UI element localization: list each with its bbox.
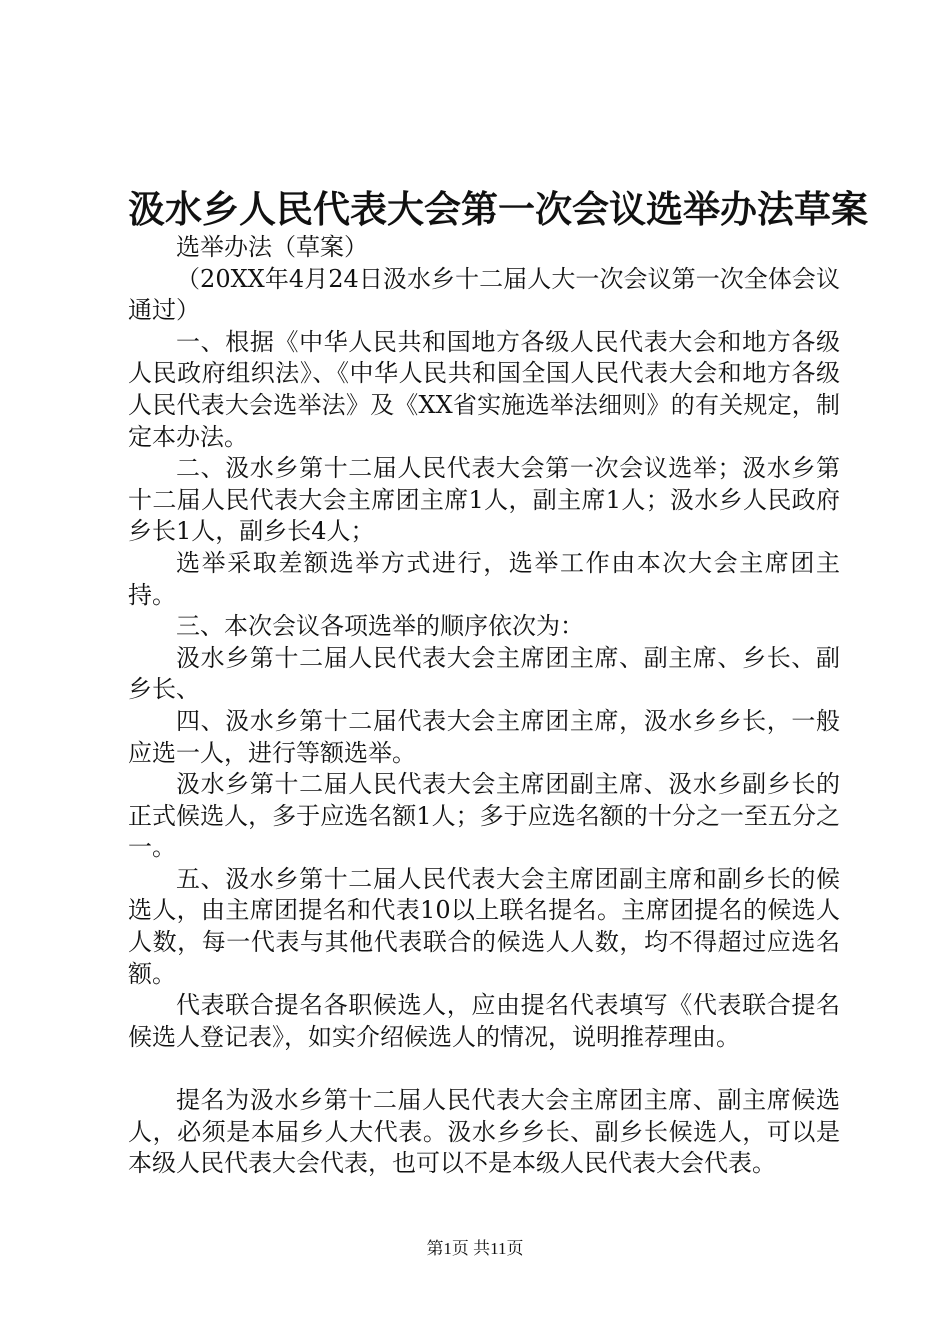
page-title: 汲水乡人民代表大会第一次会议选举办法草案 bbox=[128, 187, 868, 231]
paragraph-article-4: 四、汲水乡第十二届代表大会主席团主席，汲水乡乡长，一般应选一人，进行等额选举。 bbox=[128, 706, 840, 767]
paragraph-candidate-eligibility: 提名为汲水乡第十二届人民代表大会主席团主席、副主席候选人，必须是本届乡人大代表。汲水乡乡长、副乡长候选人，可以是本级人民代表大会代表，也可以不是本级人民代表大会代表。 bbox=[128, 1086, 840, 1178]
paragraph-election-method: 选举采取差额选举方式进行，选举工作由本次大会主席团主持。 bbox=[128, 548, 840, 609]
paragraph-article-3: 三、本次会议各项选举的顺序依次为： bbox=[176, 612, 584, 641]
paragraph-article-1: 一、根据《中华人民共和国地方各级人民代表大会和地方各级人民政府组织法》、《中华人民共和国全国人民代表大会和地方各级人民代表大会选举法》及《XX省实施选举法细则》的有关规定，制定本办法。 bbox=[128, 327, 840, 451]
paragraph-subtitle: 选举办法（草案） bbox=[176, 233, 368, 261]
paragraph-election-order: 汲水乡第十二届人民代表大会主席团主席、副主席、乡长、副乡长、 bbox=[128, 643, 840, 704]
paragraph-article-5: 五、汲水乡第十二届人民代表大会主席团副主席和副乡长的候选人，由主席团提名和代表10以上联名提名。主席团提名的候选人人数，每一代表与其他代表联合的候选人人数，均不得超过应选名额。 bbox=[128, 864, 840, 988]
paragraph-joint-nomination: 代表联合提名各职候选人，应由提名代表填写《代表联合提名候选人登记表》，如实介绍候选人的情况，说明推荐理由。 bbox=[128, 991, 840, 1051]
paragraph-adoption-note: （20XX年4月24日汲水乡十二届人大一次会议第一次全体会议通过） bbox=[128, 264, 840, 325]
page-number: 第1页 共11页 bbox=[426, 1239, 524, 1258]
paragraph-candidate-count: 汲水乡第十二届人民代表大会主席团副主席、汲水乡副乡长的正式候选人，多于应选名额1人；多于应选名额的十分之一至五分之一。 bbox=[128, 770, 840, 862]
paragraph-article-2: 二、汲水乡第十二届人民代表大会第一次会议选举；汲水乡第十二届人民代表大会主席团主席1人，副主席1人；汲水乡人民政府乡长1人，副乡长4人； bbox=[128, 454, 840, 546]
document-body bbox=[128, 232, 840, 1180]
